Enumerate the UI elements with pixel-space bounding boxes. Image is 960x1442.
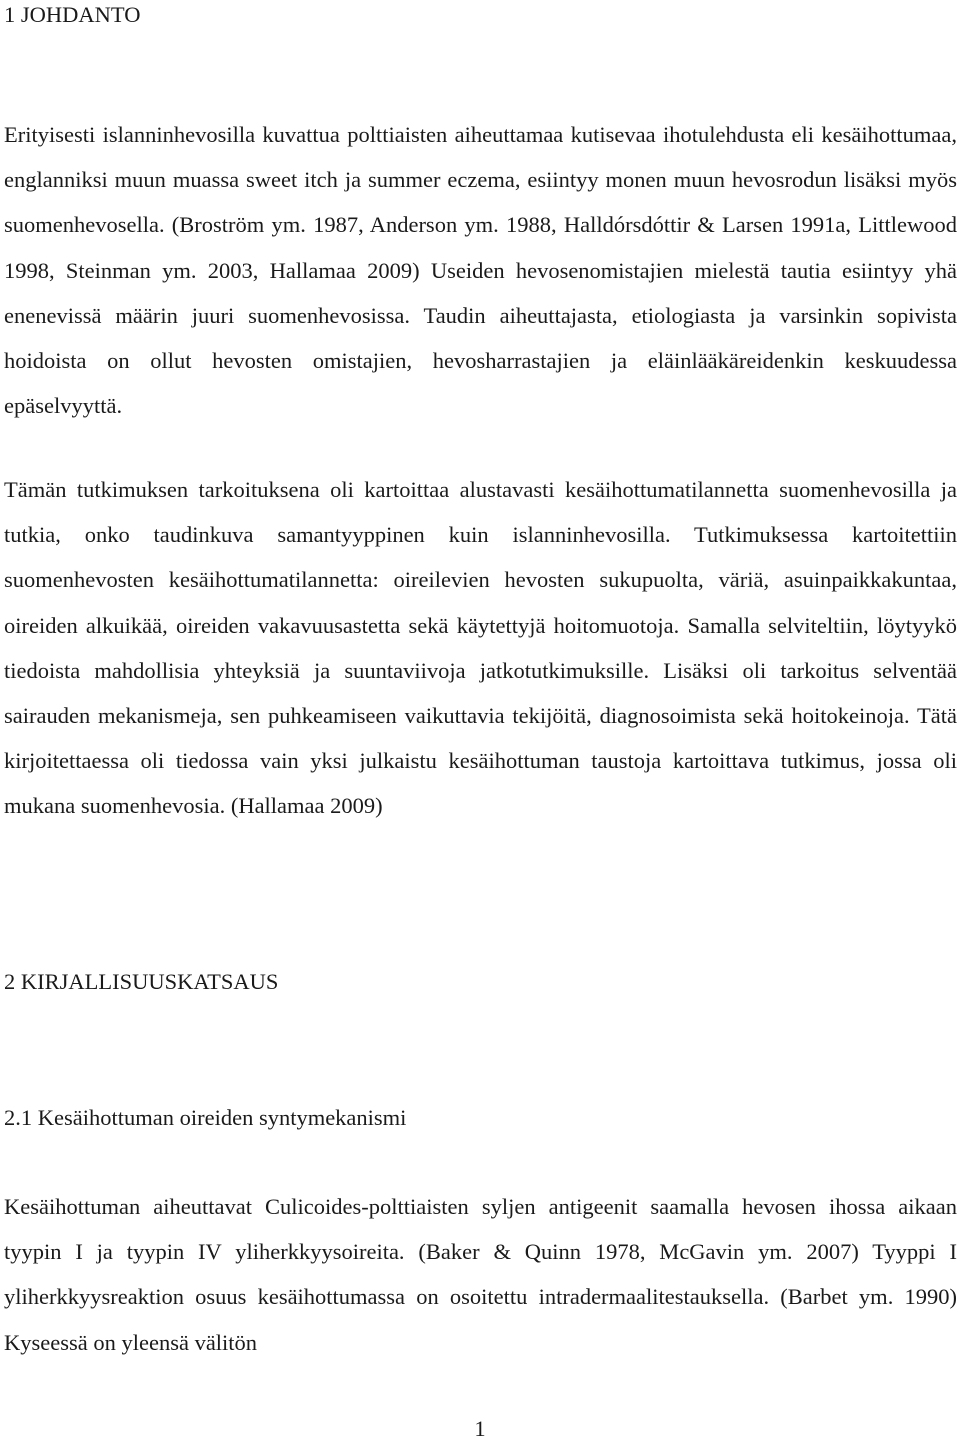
subsection-heading-mechanism: 2.1 Kesäihottuman oireiden syntymekanismi <box>4 1105 407 1130</box>
mechanism-paragraph-1: Kesäihottuman aiheuttavat Culicoides-polttiaisten syljen antigeenit saamalla hevosen ihossa aikaan tyypin I ja tyypin IV yliherkkyysoireita. (Baker & Quinn 1978, McGavin ym. 2007) Tyyppi I yliherkkyysreaktion osuus kesäihottumassa on osoitettu intradermaalitestauksella. (Barbet ym. 1990) Kyseessä on yleensä välitön <box>4 1194 957 1355</box>
section-heading-literature: 2 KIRJALLISUUSKATSAUS <box>4 969 279 994</box>
section-heading-intro: 1 JOHDANTO <box>4 2 141 27</box>
intro-paragraph-1: Erityisesti islanninhevosilla kuvattua polttiaisten aiheuttamaa kutisevaa ihotulehdusta eli kesäihottumaa, englanniksi muun muassa sweet itch ja summer eczema, esiintyy monen muun hevosrodun lisäksi myös suomenhevosella. (Broström ym. 1987, Anderson ym. 1988, Halldórsdóttir & Larsen 1991a, Littlewood 1998, Steinman ym. 2003, Hallamaa 2009) Useiden hevosenomistajien mielestä tautia esiintyy yhä enenevissä määrin juuri suomenhevosissa. Taudin aiheuttajasta, etiologiasta ja varsinkin sopivista hoidoista on ollut hevosten omistajien, hevosharrastajien ja eläinlääkäreidenkin keskuudessa epäselvyyttä. <box>4 122 957 419</box>
intro-paragraph-2: Tämän tutkimuksen tarkoituksena oli kartoittaa alustavasti kesäihottumatilannetta suomenhevosilla ja tutkia, onko taudinkuva samantyyppinen kuin islanninhevosilla. Tutkimuksessa kartoitettiin suomenhevosten kesäihottumatilannetta: oireilevien hevosten sukupuolta, väriä, asuinpaikkakuntaa, oireiden alkuikää, oireiden vakavuusastetta sekä käytettyjä hoitomuotoja. Samalla selviteltiin, löytyykö tiedoista mahdollisia yhteyksiä ja suuntaviivoja jatkotutkimuksille. Lisäksi oli tarkoitus selventää sairauden mekanismeja, sen puhkeamiseen vaikuttavia tekijöitä, diagnosoimista sekä hoitokeinoja. Tätä kirjoitettaessa oli tiedossa vain yksi julkaistu kesäihottuman taustoja kartoittava tutkimus, jossa oli mukana suomenhevosia. (Hallamaa 2009) <box>4 477 957 819</box>
page-number: 1 <box>474 1416 486 1441</box>
